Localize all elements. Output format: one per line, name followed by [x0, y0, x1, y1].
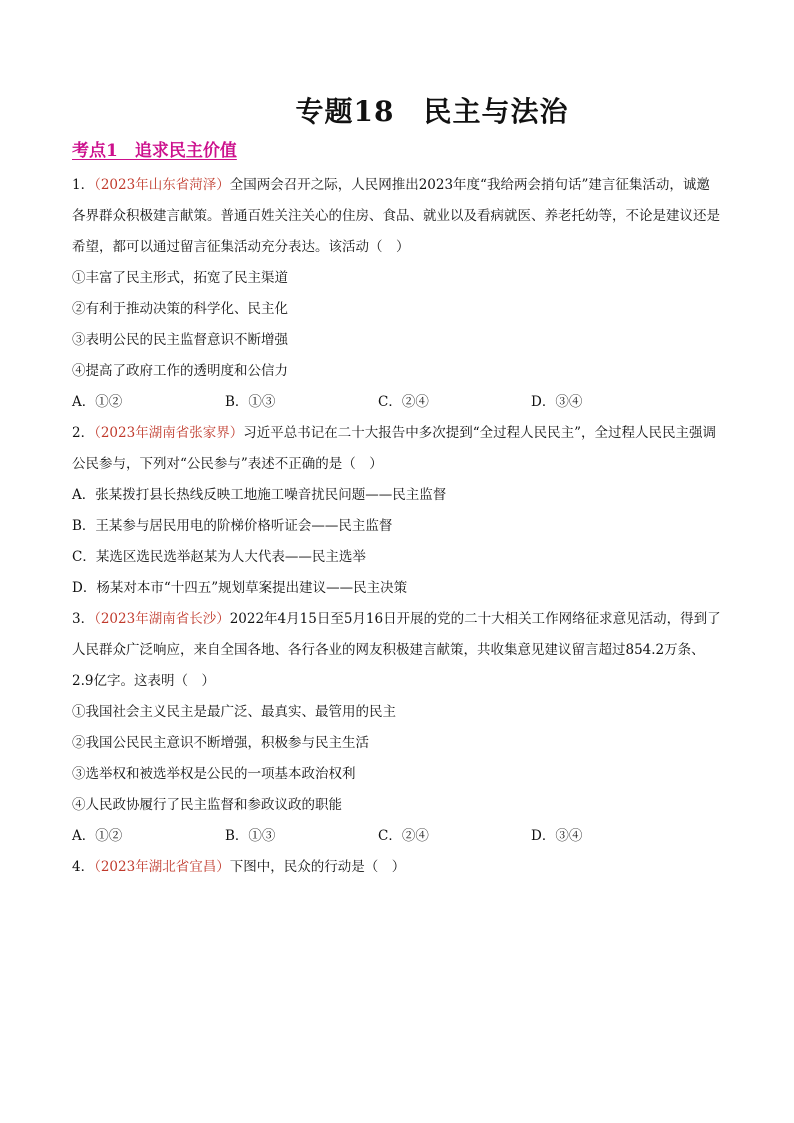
question-text: 2022年4月15日至5月16日开展的党的二十大相关工作网络征求意见活动，得到了人民群众广泛响应，来自全国各地、各行各业的网友积极建言献策，共收集意见建议留言超过854.2万条、2.9亿字。这表明（ ）: [72, 611, 721, 689]
option-d: D．杨某对本市“十四五”规划草案提出建议——民主决策: [72, 580, 408, 596]
question-text: 全国两会召开之际，人民网推出2023年度“我给两会捎句话”建言征集活动，诚邀各界群众积极建言献策。普通百姓关注关心的住房、食品、就业以及看病就医、养老托幼等，不论是建议还是希望，都可以通过留言征集活动充分表达。该活动（ ）: [72, 177, 720, 255]
question-source: （2023年湖南省张家界）: [94, 425, 244, 441]
option-c: C．某选区选民选举赵某为人大代表——民主选举: [72, 549, 366, 565]
question-text: 习近平总书记在二十大报告中多次提到“全过程人民民主”，全过程人民民主强调公民参与，下列对“公民参与”表述不正确的是（ ）: [72, 425, 717, 472]
statement-item: ②我国公民民主意识不断增强，积极参与民主生活: [72, 735, 369, 751]
option-d: D．③④: [531, 394, 583, 410]
document-page: [72, 92, 722, 883]
question-number: 2．: [72, 425, 95, 441]
option-a: A．①②: [72, 828, 123, 844]
question-2: [72, 418, 722, 480]
question-number: 4．: [72, 859, 95, 875]
option-b: B．①③: [225, 828, 276, 844]
option-a: A．①②: [72, 394, 123, 410]
statement-item: ②有利于推动决策的科学化、民主化: [72, 301, 288, 317]
section-heading-1: 考点1 追求民主价值: [72, 141, 237, 161]
question-source: （2023年湖北省宜昌）: [94, 859, 230, 875]
statement-item: ④提高了政府工作的透明度和公信力: [72, 363, 288, 379]
question-source: （2023年湖南省长沙）: [94, 611, 230, 627]
question-number: 1．: [72, 177, 95, 193]
statement-item: ①我国社会主义民主是最广泛、最真实、最管用的民主: [72, 704, 396, 720]
question-source: （2023年山东省菏泽）: [94, 177, 230, 193]
question-1: [72, 170, 722, 263]
answer-options: [72, 387, 722, 418]
question-4: [72, 852, 722, 883]
question-number: 3．: [72, 611, 95, 627]
question-text: 下图中，民众的行动是（ ）: [229, 859, 406, 875]
option-c: C．②④: [378, 828, 429, 844]
option-c: C．②④: [378, 394, 429, 410]
option-d: D．③④: [531, 828, 583, 844]
option-b: B．王某参与居民用电的阶梯价格听证会——民主监督: [72, 518, 393, 534]
option-a: A．张某拨打县长热线反映工地施工噪音扰民问题——民主监督: [72, 487, 447, 503]
question-3: [72, 604, 722, 697]
statement-item: ④人民政协履行了民主监督和参政议政的职能: [72, 797, 342, 813]
option-b: B．①③: [225, 394, 276, 410]
statement-item: ①丰富了民主形式，拓宽了民主渠道: [72, 270, 288, 286]
statement-item: ③选举权和被选举权是公民的一项基本政治权利: [72, 766, 356, 782]
statement-item: ③表明公民的民主监督意识不断增强: [72, 332, 288, 348]
page-title: 专题18 民主与法治: [295, 95, 569, 128]
answer-options: [72, 821, 722, 852]
